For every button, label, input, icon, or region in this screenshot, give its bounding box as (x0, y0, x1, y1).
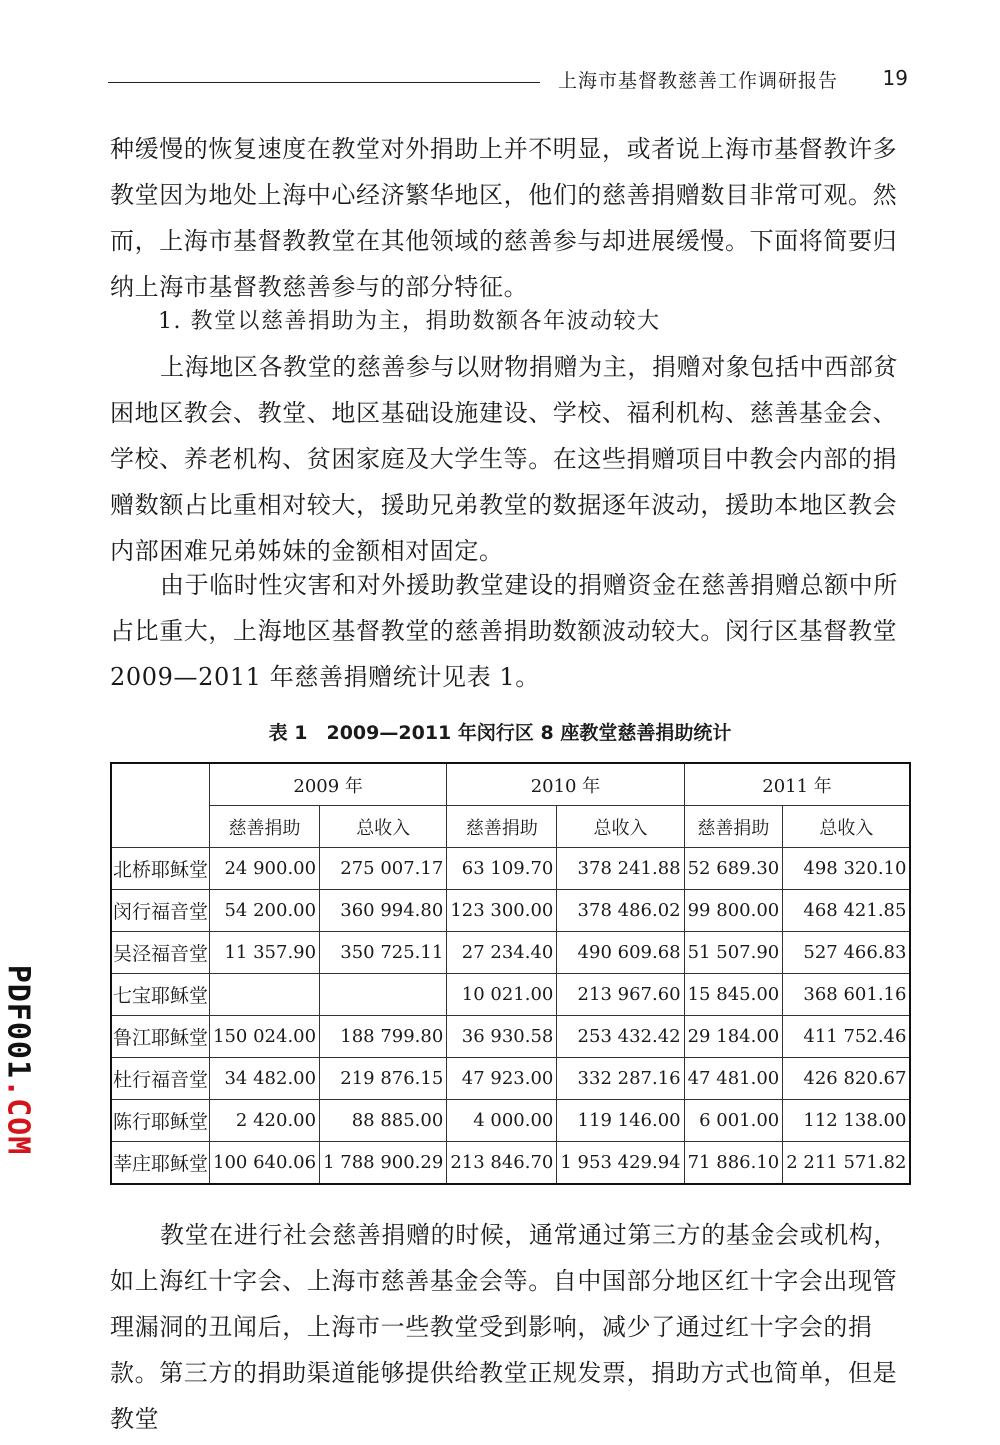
value-cell: 88 885.00 (320, 1100, 447, 1142)
table-row (111, 1142, 910, 1185)
value-cell: 10 021.00 (447, 974, 557, 1016)
paragraph-1: 种缓慢的恢复速度在教堂对外捐助上并不明显，或者说上海市基督教许多教堂因为地处上海中心经济繁华地区，他们的慈善捐赠数目非常可观。然而，上海市基督教教堂在其他领域的慈善参与却进展缓慢。下面将简要归纳上海市基督教慈善参与的部分特征。 (110, 135, 898, 301)
value-cell: 411 752.46 (783, 1016, 911, 1058)
value-cell: 378 241.88 (557, 848, 684, 890)
value-cell: 100 640.06 (210, 1142, 320, 1185)
table-row (111, 1016, 910, 1058)
value-cell: 219 876.15 (320, 1058, 447, 1100)
paragraph-4: 教堂在进行社会慈善捐赠的时候，通常通过第三方的基金会或机构，如上海红十字会、上海市慈善基金会等。自中国部分地区红十字会出现管理漏洞的丑闻后，上海市一些教堂受到影响，减少了通过红十字会的捐款。第三方的捐助渠道能够提供给教堂正规发票，捐助方式也简单，但是教堂 (110, 1221, 898, 1433)
section-heading: 1. 教堂以慈善捐助为主，捐助数额各年波动较大 (158, 309, 661, 334)
value-cell: 360 994.80 (320, 890, 447, 932)
watermark-part2: .COM (0, 1079, 36, 1156)
subheader-cell: 总收入 (783, 806, 911, 848)
value-cell: 213 846.70 (447, 1142, 557, 1185)
value-cell: 1 953 429.94 (557, 1142, 684, 1185)
header-title: 上海市基督教慈善工作调研报告 (558, 70, 839, 92)
value-cell: 11 357.90 (210, 932, 320, 974)
value-cell: 332 287.16 (557, 1058, 684, 1100)
value-cell (320, 974, 447, 1016)
church-name-cell: 陈行耶稣堂 (111, 1100, 210, 1142)
subheader-cell: 慈善捐助 (210, 806, 320, 848)
table-row (111, 890, 910, 932)
value-cell: 123 300.00 (447, 890, 557, 932)
church-name-cell: 杜行福音堂 (111, 1058, 210, 1100)
table-caption: 表 1 2009—2011 年闵行区 8 座教堂慈善捐助统计 (268, 722, 732, 744)
value-cell: 253 432.42 (557, 1016, 684, 1058)
donation-table (110, 762, 911, 1185)
value-cell: 275 007.17 (320, 848, 447, 890)
table-row (111, 932, 910, 974)
year-header: 2009 年 (210, 763, 447, 806)
church-name-cell: 闵行福音堂 (111, 890, 210, 932)
value-cell: 213 967.60 (557, 974, 684, 1016)
value-cell: 47 923.00 (447, 1058, 557, 1100)
value-cell (210, 974, 320, 1016)
subheader-row (111, 806, 910, 848)
year-header: 2011 年 (684, 763, 910, 806)
value-cell: 24 900.00 (210, 848, 320, 890)
paragraph-3: 由于临时性灾害和对外援助教堂建设的捐赠资金在慈善捐赠总额中所占比重大，上海地区基督教堂的慈善捐助数额波动较大。闵行区基督教堂 2009—2011 年慈善捐赠统计见表 1。 (110, 571, 898, 691)
value-cell: 99 800.00 (684, 890, 783, 932)
value-cell: 52 689.30 (684, 848, 783, 890)
church-name-cell: 鲁江耶稣堂 (111, 1016, 210, 1058)
value-cell: 378 486.02 (557, 890, 684, 932)
church-name-cell: 吴泾福音堂 (111, 932, 210, 974)
value-cell: 54 200.00 (210, 890, 320, 932)
table-row (111, 848, 910, 890)
value-cell: 150 024.00 (210, 1016, 320, 1058)
value-cell: 368 601.16 (783, 974, 911, 1016)
header-rule (108, 82, 540, 83)
value-cell: 188 799.80 (320, 1016, 447, 1058)
value-cell: 6 001.00 (684, 1100, 783, 1142)
church-name-cell: 莘庄耶稣堂 (111, 1142, 210, 1185)
watermark-part1: PDF001 (0, 964, 36, 1080)
year-header: 2010 年 (447, 763, 684, 806)
value-cell: 498 320.10 (783, 848, 911, 890)
value-cell: 63 109.70 (447, 848, 557, 890)
subheader-cell: 总收入 (557, 806, 684, 848)
value-cell: 36 930.58 (447, 1016, 557, 1058)
value-cell: 490 609.68 (557, 932, 684, 974)
church-name-cell: 七宝耶稣堂 (111, 974, 210, 1016)
value-cell: 2 420.00 (210, 1100, 320, 1142)
value-cell: 29 184.00 (684, 1016, 783, 1058)
value-cell: 119 146.00 (557, 1100, 684, 1142)
value-cell: 468 421.85 (783, 890, 911, 932)
value-cell: 426 820.67 (783, 1058, 911, 1100)
subheader-cell: 慈善捐助 (684, 806, 783, 848)
subheader-cell: 慈善捐助 (447, 806, 557, 848)
running-header (108, 66, 908, 98)
value-cell: 1 788 900.29 (320, 1142, 447, 1185)
year-header-row (111, 763, 910, 806)
value-cell: 47 481.00 (684, 1058, 783, 1100)
value-cell: 34 482.00 (210, 1058, 320, 1100)
paragraph-2: 上海地区各教堂的慈善参与以财物捐赠为主，捐赠对象包括中西部贫困地区教会、教堂、地区基础设施建设、学校、福利机构、慈善基金会、学校、养老机构、贫困家庭及大学生等。在这些捐赠项目中教会内部的捐赠数额占比重相对较大，援助兄弟教堂的数据逐年波动，援助本地区教会内部困难兄弟姊妹的金额相对固定。 (110, 353, 898, 565)
corner-cell (111, 763, 210, 848)
subheader-cell: 总收入 (320, 806, 447, 848)
church-name-cell: 北桥耶稣堂 (111, 848, 210, 890)
value-cell: 112 138.00 (783, 1100, 911, 1142)
page-number: 19 (882, 66, 908, 90)
table-row (111, 1058, 910, 1100)
value-cell: 350 725.11 (320, 932, 447, 974)
value-cell: 2 211 571.82 (783, 1142, 911, 1185)
value-cell: 4 000.00 (447, 1100, 557, 1142)
table-row (111, 1100, 910, 1142)
value-cell: 51 507.90 (684, 932, 783, 974)
value-cell: 27 234.40 (447, 932, 557, 974)
value-cell: 71 886.10 (684, 1142, 783, 1185)
value-cell: 15 845.00 (684, 974, 783, 1016)
watermark (0, 962, 40, 1158)
value-cell: 527 466.83 (783, 932, 911, 974)
table-row (111, 974, 910, 1016)
